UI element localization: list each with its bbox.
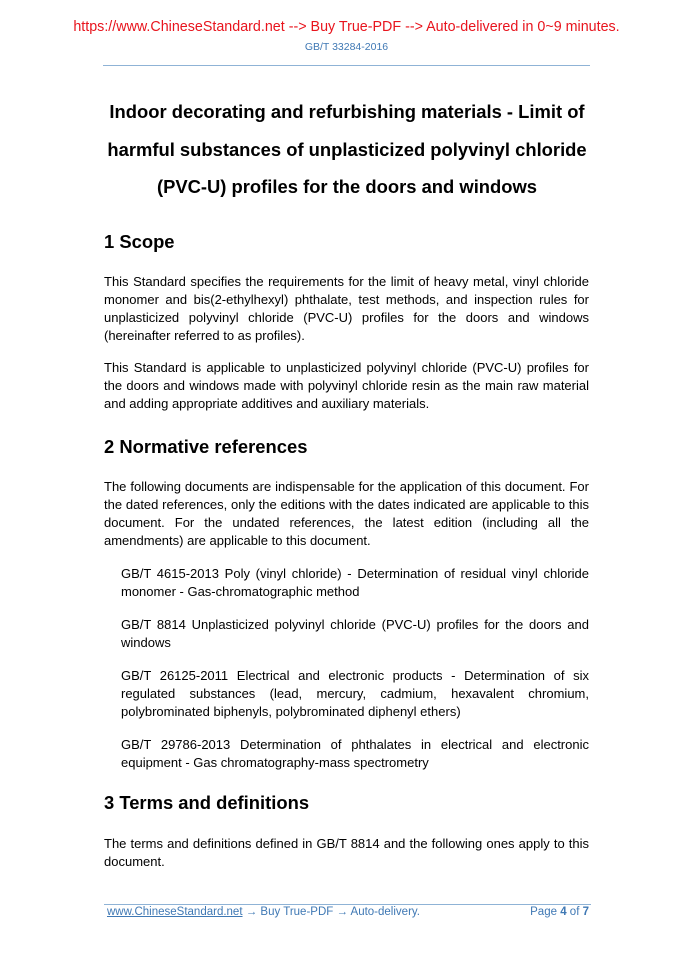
page-footer [107, 906, 589, 918]
section-heading-normative-references: 2 Normative references [104, 436, 308, 457]
footer-site-link[interactable]: www.ChineseStandard.net [107, 906, 243, 918]
normative-intro-paragraph: The following documents are indispensable for the application of this document. For the dated references, only the editions with the dates indicated are applicable to this document. For the undated references, the latest edition (including all the amendments) are applicable to this document. [104, 479, 589, 548]
scope-paragraph-2: This Standard is applicable to unplasticized polyvinyl chloride (PVC-U) profiles for the doors and windows made with polyvinyl chloride resin as the main raw material and adding appropriate additives and auxiliary materials. [104, 360, 589, 411]
page-of: of [569, 906, 580, 918]
reference-item: GB/T 8814 Unplasticized polyvinyl chloride (PVC-U) profiles for the doors and windows [121, 617, 589, 650]
terms-paragraph: The terms and definitions defined in GB/T 8814 and the following ones apply to this document. [104, 836, 589, 869]
promo-link[interactable]: https://www.ChineseStandard.net --> Buy True-PDF --> Auto-delivered in 0~9 minutes. [73, 19, 620, 35]
scope-paragraph-1: This Standard specifies the requirements for the limit of heavy metal, vinyl chloride monomer and bis(2-ethylhexyl) phthalate, test methods, and inspection rules for unplasticized polyvinyl chloride (PVC-U) profiles for the doors and windows (hereinafter referred to as profiles). [104, 274, 589, 343]
section-heading-scope: 1 Scope [104, 231, 175, 252]
header-divider [103, 65, 590, 66]
footer-divider [104, 904, 591, 905]
reference-item: GB/T 26125-2011 Electrical and electronic products - Determination of six regulated substances (lead, mercury, cadmium, hexavalent chromium, polybrominated biphenyls, polybrominated diphenyl ethers) [121, 668, 589, 719]
document-title: Indoor decorating and refurbishing materials - Limit of harmful substances of unplasticized polyvinyl chloride (PVC-U) profiles for the doors and windows [107, 101, 587, 197]
footer-tagline: → Buy True-PDF → Auto-delivery. [242, 906, 420, 918]
page-label: Page [530, 906, 557, 918]
section-heading-terms-definitions: 3 Terms and definitions [104, 792, 310, 813]
reference-item: GB/T 29786-2013 Determination of phthalates in electrical and electronic equipment - Gas chromatography-mass spectrometry [121, 737, 589, 770]
page-indicator [530, 906, 589, 918]
reference-item: GB/T 4615-2013 Poly (vinyl chloride) - Determination of residual vinyl chloride monomer - Gas-chromatographic method [121, 566, 589, 599]
standard-code: GB/T 33284-2016 [304, 41, 389, 53]
page-current: 4 [560, 906, 567, 918]
page-total: 7 [582, 906, 589, 918]
